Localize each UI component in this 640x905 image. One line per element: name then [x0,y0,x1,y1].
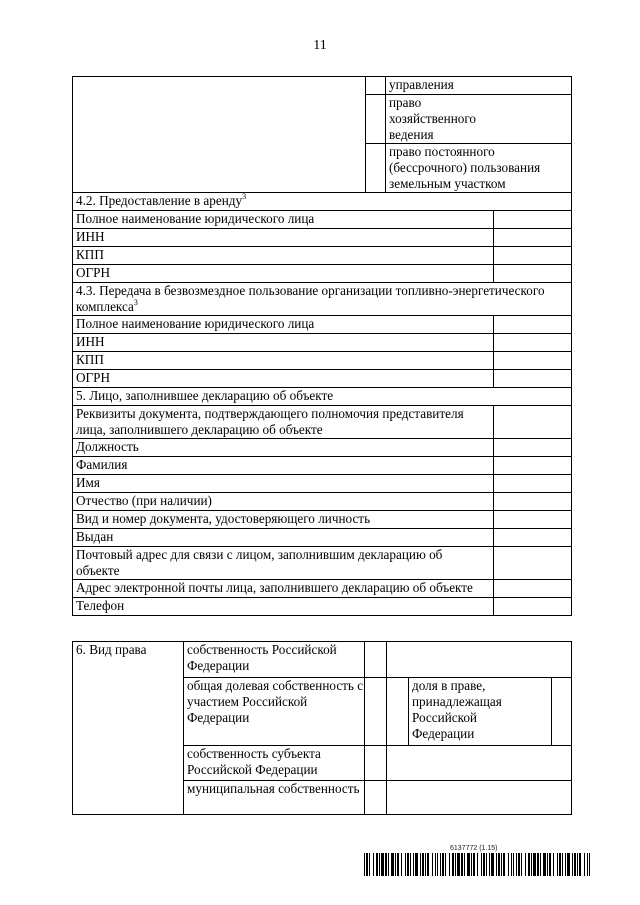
right-option-label: общая долевая собственность с участием Российской Федерации [184,678,365,746]
field-label: Отчество (при наличии) [73,493,494,511]
right-option-label: муниципальная собственность [184,781,365,815]
field-value[interactable] [494,457,572,475]
checkbox-cell[interactable] [366,95,386,144]
section-4-3-title: 4.3. Передача в безвозмездное пользование организации топливно-энергетического комплекса [76,283,545,314]
field-value[interactable] [494,439,572,457]
rights-table [72,641,571,815]
field-value[interactable] [494,493,572,511]
field-value[interactable] [494,529,572,547]
checkbox-cell[interactable] [365,678,387,746]
field-value[interactable] [494,598,572,616]
field-label: Выдан [73,529,494,547]
field-value[interactable] [494,211,572,229]
share-label: доля в праве, принадлежащая Российской Федерации [409,678,552,746]
field-label: Фамилия [73,457,494,475]
field-label: ОГРН [73,265,494,283]
section-5-title: 5. Лицо, заполнившее декларацию об объекте [73,388,572,406]
field-label: ИНН [73,229,494,247]
field-label: Полное наименование юридического лица [73,316,494,334]
field-value[interactable] [494,265,572,283]
checkbox-cell[interactable] [365,642,387,678]
field-label: Должность [73,439,494,457]
field-label: КПП [73,247,494,265]
field-label: Полное наименование юридического лица [73,211,494,229]
declaration-table [72,76,571,616]
right-option-label: собственность Российской Федерации [184,642,365,678]
field-value[interactable] [494,316,572,334]
field-value[interactable] [494,352,572,370]
page-number: 11 [313,38,327,53]
section-title [73,283,572,316]
field-label: Реквизиты документа, подтверждающего полномочия представителя лица, заполнившего декларацию об объекте [73,406,494,439]
field-value[interactable] [494,475,572,493]
barcode-icon [364,853,590,876]
checkbox-cell[interactable] [365,746,387,781]
field-value[interactable] [494,547,572,580]
field-label: ИНН [73,334,494,352]
field-value[interactable] [494,580,572,598]
field-value[interactable] [494,247,572,265]
blank-cell [387,642,572,678]
field-label: Телефон [73,598,494,616]
field-label: ОГРН [73,370,494,388]
field-label: Вид и номер документа, удостоверяющего личность [73,511,494,529]
checkbox-cell[interactable] [366,77,386,95]
field-value[interactable] [494,406,572,439]
top-row-text: право постоянного (бессрочного) пользования земельным участком [386,144,572,193]
field-label: КПП [73,352,494,370]
checkbox-cell[interactable] [366,144,386,193]
checkbox-cell[interactable] [365,781,387,815]
field-value[interactable] [494,229,572,247]
blank-cell [73,77,366,193]
field-value[interactable] [494,511,572,529]
right-option-label: собственность субъекта Российской Федерации [184,746,365,781]
barcode-code: 6137772 (1.15) [450,845,498,852]
blank-cell [387,746,572,781]
footnote-ref: 3 [133,297,138,307]
section-4-2-title: 4.2. Предоставление в аренду [76,193,243,208]
field-label: Адрес электронной почты лица, заполнившего декларацию об объекте [73,580,494,598]
field-label: Почтовый адрес для связи с лицом, заполнившим декларацию об объекте [73,547,494,580]
section-6-title: 6. Вид права [73,642,184,815]
field-label: Имя [73,475,494,493]
field-value[interactable] [494,370,572,388]
field-value[interactable] [494,334,572,352]
section-title [73,193,572,211]
top-row-text: управления [386,77,572,95]
spacer-cell [387,678,409,746]
top-row-text: право хозяйственного ведения [386,95,572,144]
share-value[interactable] [552,678,572,746]
blank-cell [387,781,572,815]
footnote-ref: 3 [242,192,247,201]
